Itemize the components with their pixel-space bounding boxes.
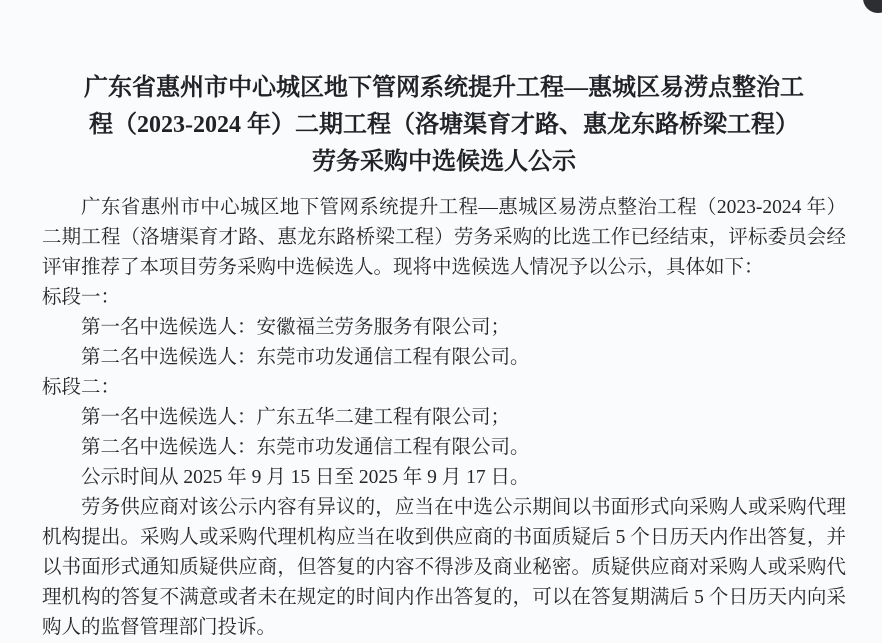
document-title: 广东省惠州市中心城区地下管网系统提升工程—惠城区易涝点整治工程（2023-2024 年）二期工程（洛塘渠育才路、惠龙东路桥梁工程）劳务采购中选候选人公示 bbox=[84, 75, 804, 175]
document-content bbox=[42, 0, 846, 643]
objection-procedure-paragraph: 劳务供应商对该公示内容有异议的，应当在中选公示期间以书面形式向采购人或采购代理机构提出。采购人或采购代理机构应当在收到供应商的书面质疑后 5 个日历天内作出答复，并以书面形式通知质疑供应商，但答复的内容不得涉及商业秘密。质疑供应商对采购人或采购代理机构的答复不满意或者未在规定的时间内作出答复的，可以在答复期满后 5 个日历天内向采购人的监督管理部门投诉。 bbox=[42, 497, 846, 638]
section-two-label: 标段二： bbox=[42, 377, 121, 398]
intro-paragraph: 广东省惠州市中心城区地下管网系统提升工程—惠城区易涝点整治工程（2023-2024 年）二期工程（洛塘渠育才路、惠龙东路桥梁工程）劳务采购的比选工作已经结束，评标委员会经评审推荐了本项目劳务采购中选候选人。现将中选候选人情况予以公示，具体如下： bbox=[42, 197, 846, 278]
publicity-period-line: 公示时间从 2025 年 9 月 15 日至 2025 年 9 月 17 日。 bbox=[81, 467, 530, 488]
section-one-second-candidate: 第二名中选候选人：东莞市功发通信工程有限公司。 bbox=[81, 347, 530, 368]
corner-circle-button[interactable] bbox=[863, 0, 882, 13]
section-two-first-candidate: 第一名中选候选人：广东五华二建工程有限公司； bbox=[81, 407, 511, 428]
section-two-second-candidate: 第二名中选候选人：东莞市功发通信工程有限公司。 bbox=[81, 437, 530, 458]
section-one-label: 标段一： bbox=[42, 287, 121, 308]
section-one-first-candidate: 第一名中选候选人：安徽福兰劳务服务有限公司； bbox=[81, 317, 511, 338]
document-body bbox=[42, 193, 846, 643]
